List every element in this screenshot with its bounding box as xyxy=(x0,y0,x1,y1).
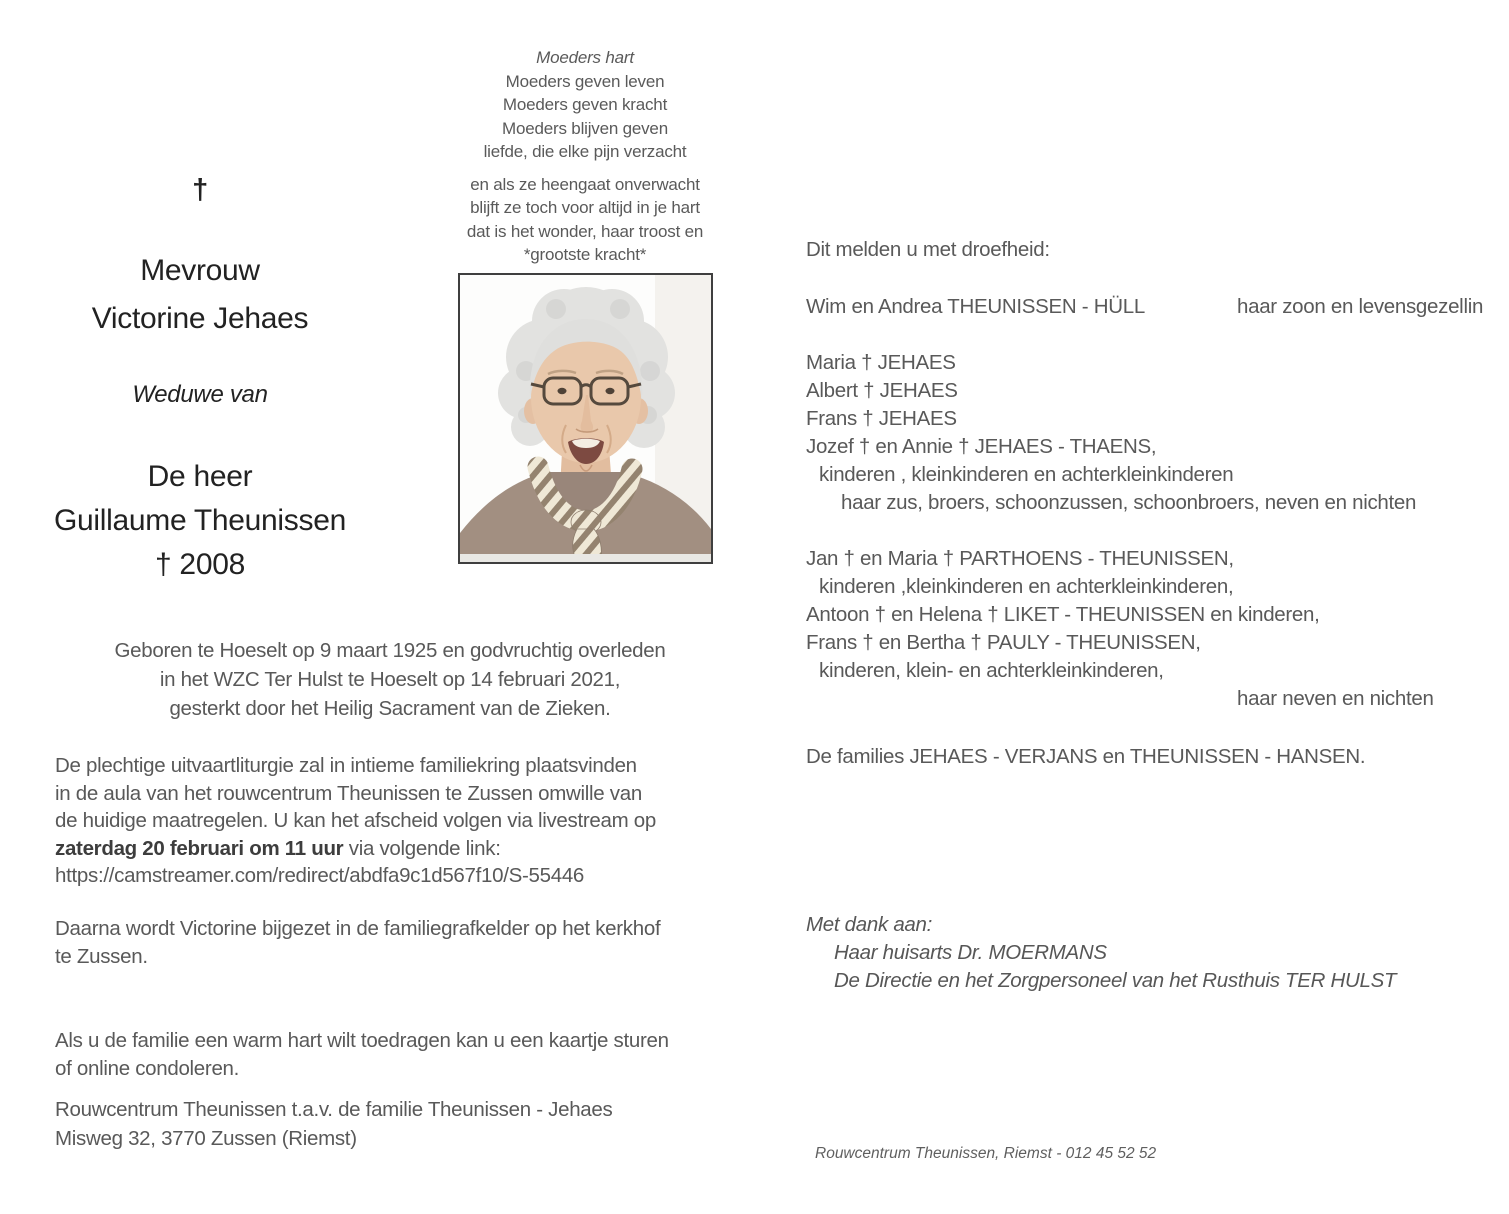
family-line: haar zus, broers, schoonzussen, schoonbroers, neven en nichten xyxy=(841,491,1417,514)
deceased-title-block xyxy=(40,175,360,587)
service-date-rest: via volgende link: xyxy=(343,836,501,860)
family-line: Frans † JEHAES xyxy=(806,407,957,430)
service-line: de huidige maatregelen. U kan het afscheid volgen via livestream op xyxy=(55,809,656,832)
family-line: Jan † en Maria † PARTHOENS - THEUNISSEN, xyxy=(806,547,1234,570)
footer-contact: Rouwcentrum Theunissen, Riemst - 012 45 52 52 xyxy=(815,1145,1157,1162)
thanks-section xyxy=(806,911,1396,995)
service-date-bold: zaterdag 20 februari om 11 uur xyxy=(55,836,344,860)
thanks-line: Haar huisarts Dr. MOERMANS xyxy=(834,941,1107,964)
condolence-line: of online condoleren. xyxy=(55,1056,240,1080)
poem-line: Moeders geven kracht xyxy=(502,95,668,114)
poem-line: en als ze heengaat onverwacht xyxy=(470,174,700,194)
family-line: kinderen ,kleinkinderen en achterkleinkinderen, xyxy=(819,575,1234,598)
service-date-line xyxy=(55,835,765,863)
poem-line: *grootste kracht* xyxy=(523,245,647,264)
thanks-title: Met dank aan: xyxy=(806,913,933,936)
spouse-salutation: De heer xyxy=(147,460,253,493)
birth-death-paragraph xyxy=(60,636,720,723)
poem-line: dat is het wonder, haar troost en xyxy=(466,221,704,241)
postal-address xyxy=(55,1095,765,1153)
service-line: De plechtige uitvaartliturgie zal in intieme familiekring plaatsvinden xyxy=(55,754,637,777)
deceased-salutation: Mevrouw xyxy=(140,254,260,287)
announcement-intro: Dit melden u met droefheid: xyxy=(806,238,1050,261)
family-line: Albert † JEHAES xyxy=(806,379,958,402)
birth-death-line: Geboren te Hoeselt op 9 maart 1925 en godvruchtig overleden xyxy=(114,639,666,662)
portrait-illustration xyxy=(460,275,711,562)
son-line xyxy=(806,293,1506,321)
cross-icon: † xyxy=(192,174,208,206)
families-line: De families JEHAES - VERJANS en THEUNISSEN - HANSEN. xyxy=(806,745,1366,768)
postal-address-line: Rouwcentrum Theunissen t.a.v. de familie Theunissen - Jehaes xyxy=(55,1098,613,1121)
family-line: Antoon † en Helena † LIKET - THEUNISSEN en kinderen, xyxy=(806,603,1320,626)
spouse-death-year: † 2008 xyxy=(155,548,245,581)
poem-line: Moeders geven leven xyxy=(505,71,665,91)
widow-of-label: Weduwe van xyxy=(132,381,268,408)
family-line: kinderen , kleinkinderen en achterkleinkinderen xyxy=(819,463,1234,486)
poem-line: blijft ze toch voor altijd in je hart xyxy=(470,198,700,217)
son-relation: haar zoon en levensgezellin xyxy=(1237,295,1484,318)
birth-death-line: in het WZC Ter Hulst te Hoeselt op 14 februari 2021, xyxy=(159,668,621,691)
birth-death-line: gesterkt door het Heilig Sacrament van de Zieken. xyxy=(169,697,611,720)
poem-title: Moeders hart xyxy=(536,48,634,67)
family-line: kinderen, klein- en achterkleinkinderen, xyxy=(819,659,1164,682)
memorial-poem xyxy=(415,46,755,267)
poem-stanza-2 xyxy=(415,173,755,267)
thanks-line: De Directie en het Zorgpersoneel van het Rusthuis TER HULST xyxy=(834,969,1397,992)
portrait-photo xyxy=(458,273,713,564)
postal-address-line: Misweg 32, 3770 Zussen (Riemst) xyxy=(55,1127,357,1150)
burial-paragraph xyxy=(55,915,765,970)
family-line: Jozef † en Annie † JEHAES - THAENS, xyxy=(806,435,1157,458)
funeral-service-paragraph xyxy=(55,752,765,890)
service-line: in de aula van het rouwcentrum Theunissen te Zussen omwille van xyxy=(55,781,642,805)
livestream-link: https://camstreamer.com/redirect/abdfa9c1d567f10/S-55446 xyxy=(55,864,585,887)
family-group-2 xyxy=(806,545,1509,713)
poem-line: liefde, die elke pijn verzacht xyxy=(483,142,687,161)
burial-line: Daarna wordt Victorine bijgezet in de familiegrafkelder op het kerkhof xyxy=(55,917,661,940)
spouse-name: Guillaume Theunissen xyxy=(54,504,346,537)
family-line: haar neven en nichten xyxy=(1237,687,1434,710)
family-group-1 xyxy=(806,349,1509,517)
son-names: Wim en Andrea THEUNISSEN - HÜLL xyxy=(806,295,1145,318)
condolence-paragraph xyxy=(55,1027,765,1082)
condolence-line: Als u de familie een warm hart wilt toedragen kan u een kaartje sturen xyxy=(55,1029,669,1052)
poem-line: Moeders blijven geven xyxy=(502,118,668,138)
burial-line: te Zussen. xyxy=(55,944,148,968)
family-line: Frans † en Bertha † PAULY - THEUNISSEN, xyxy=(806,631,1201,654)
family-line: Maria † JEHAES xyxy=(806,351,956,374)
deceased-name: Victorine Jehaes xyxy=(91,302,309,335)
